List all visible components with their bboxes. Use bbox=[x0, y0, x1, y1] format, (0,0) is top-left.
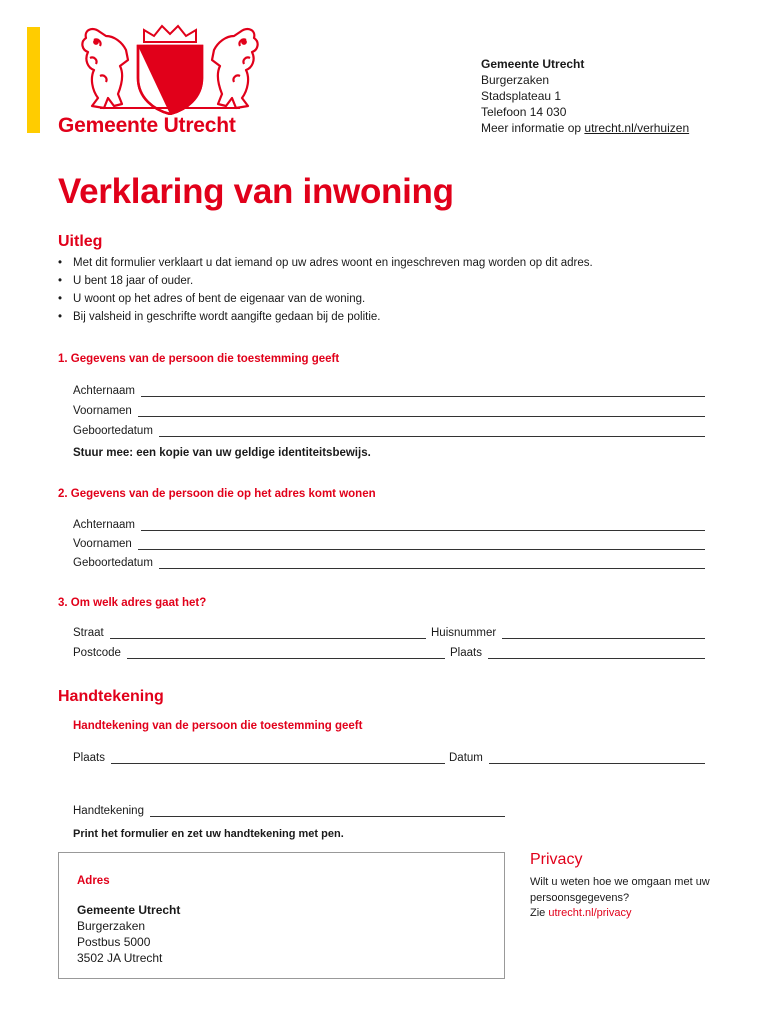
contact-block bbox=[481, 56, 689, 136]
input-line[interactable] bbox=[159, 425, 705, 437]
address-department: Burgerzaken bbox=[77, 919, 146, 933]
field-label: Datum bbox=[449, 752, 483, 764]
uitleg-list bbox=[58, 254, 593, 326]
sign-plaats-field[interactable] bbox=[73, 748, 445, 764]
verhuizen-link[interactable]: utrecht.nl/verhuizen bbox=[584, 121, 690, 135]
privacy-heading: Privacy bbox=[530, 851, 583, 868]
input-line[interactable] bbox=[489, 752, 705, 764]
contact-info-prefix: Meer informatie op bbox=[481, 121, 585, 135]
field-label: Handtekening bbox=[73, 805, 144, 817]
privacy-block bbox=[530, 875, 730, 922]
input-line[interactable] bbox=[110, 627, 426, 639]
plaats-field[interactable] bbox=[450, 643, 705, 659]
input-line[interactable] bbox=[111, 752, 445, 764]
input-line[interactable] bbox=[138, 538, 705, 550]
input-line[interactable] bbox=[159, 557, 705, 569]
accent-bar bbox=[27, 27, 40, 133]
uitleg-item: • U woont op het adres of bent de eigenaar van de woning. bbox=[58, 290, 593, 308]
contact-info bbox=[481, 120, 689, 136]
input-line[interactable] bbox=[488, 647, 705, 659]
section3-heading: 3. Om welk adres gaat het? bbox=[58, 597, 207, 609]
field-label: Voornamen bbox=[73, 405, 132, 417]
field-label: Straat bbox=[73, 627, 104, 639]
privacy-link[interactable]: utrecht.nl/privacy bbox=[548, 907, 632, 919]
s2-achternaam-field[interactable] bbox=[73, 515, 705, 531]
s2-geboortedatum-field[interactable] bbox=[73, 553, 705, 569]
field-label: Plaats bbox=[73, 752, 105, 764]
s1-voornamen-field[interactable] bbox=[73, 401, 705, 417]
input-line[interactable] bbox=[141, 519, 705, 531]
field-label: Geboortedatum bbox=[73, 425, 153, 437]
coat-of-arms-logo bbox=[70, 20, 270, 115]
contact-phone: Telefoon 14 030 bbox=[481, 105, 567, 119]
uitleg-item: • Bij valsheid in geschrifte wordt aangifte gedaan bij de politie. bbox=[58, 308, 593, 326]
field-label: Achternaam bbox=[73, 385, 136, 397]
privacy-text: Wilt u weten hoe we omgaan met uw persoonsgegevens? bbox=[530, 876, 710, 904]
s1-achternaam-field[interactable] bbox=[73, 381, 705, 397]
field-label: Achternaam bbox=[73, 519, 136, 531]
sign-datum-field[interactable] bbox=[449, 748, 705, 764]
field-label: Huisnummer bbox=[431, 627, 497, 639]
address-box bbox=[58, 852, 505, 979]
privacy-link-line bbox=[530, 906, 730, 922]
address-name: Gemeente Utrecht bbox=[77, 903, 181, 917]
contact-department: Burgerzaken bbox=[481, 73, 550, 87]
s1-geboortedatum-field[interactable] bbox=[73, 421, 705, 437]
contact-name: Gemeente Utrecht bbox=[481, 57, 585, 71]
huisnummer-field[interactable] bbox=[431, 623, 705, 639]
address-pobox: Postbus 5000 bbox=[77, 935, 151, 949]
contact-street: Stadsplateau 1 bbox=[481, 89, 562, 103]
handtekening-note: Print het formulier en zet uw handtekening met pen. bbox=[73, 828, 344, 840]
logo-wordmark: Gemeente Utrecht bbox=[58, 114, 236, 137]
s2-voornamen-field[interactable] bbox=[73, 534, 705, 550]
page-title: Verklaring van inwoning bbox=[58, 172, 454, 211]
handtekening-subheading: Handtekening van de persoon die toestemming geeft bbox=[73, 720, 363, 732]
field-label: Postcode bbox=[73, 647, 121, 659]
field-label: Geboortedatum bbox=[73, 557, 153, 569]
input-line[interactable] bbox=[138, 405, 705, 417]
address-postal: 3502 JA Utrecht bbox=[77, 951, 163, 965]
input-line[interactable] bbox=[127, 647, 445, 659]
privacy-link-prefix: Zie bbox=[530, 907, 549, 919]
section1-heading: 1. Gegevens van de persoon die toestemming geeft bbox=[58, 353, 340, 365]
field-label: Plaats bbox=[450, 647, 482, 659]
section1-note: Stuur mee: een kopie van uw geldige identiteitsbewijs. bbox=[73, 447, 371, 459]
section2-heading: 2. Gegevens van de persoon die op het adres komt wonen bbox=[58, 488, 376, 500]
field-label: Voornamen bbox=[73, 538, 132, 550]
address-body bbox=[77, 902, 180, 966]
uitleg-item: • Met dit formulier verklaart u dat iemand op uw adres woont en ingeschreven mag worden op dit adres. bbox=[58, 254, 593, 272]
input-line[interactable] bbox=[141, 385, 705, 397]
input-line[interactable] bbox=[502, 627, 705, 639]
address-heading: Adres bbox=[77, 875, 110, 887]
handtekening-heading: Handtekening bbox=[58, 688, 164, 705]
signature-field[interactable] bbox=[73, 801, 505, 817]
input-line[interactable] bbox=[150, 805, 505, 817]
uitleg-heading: Uitleg bbox=[58, 233, 103, 250]
straat-field[interactable] bbox=[73, 623, 426, 639]
uitleg-item: • U bent 18 jaar of ouder. bbox=[58, 272, 593, 290]
postcode-field[interactable] bbox=[73, 643, 445, 659]
